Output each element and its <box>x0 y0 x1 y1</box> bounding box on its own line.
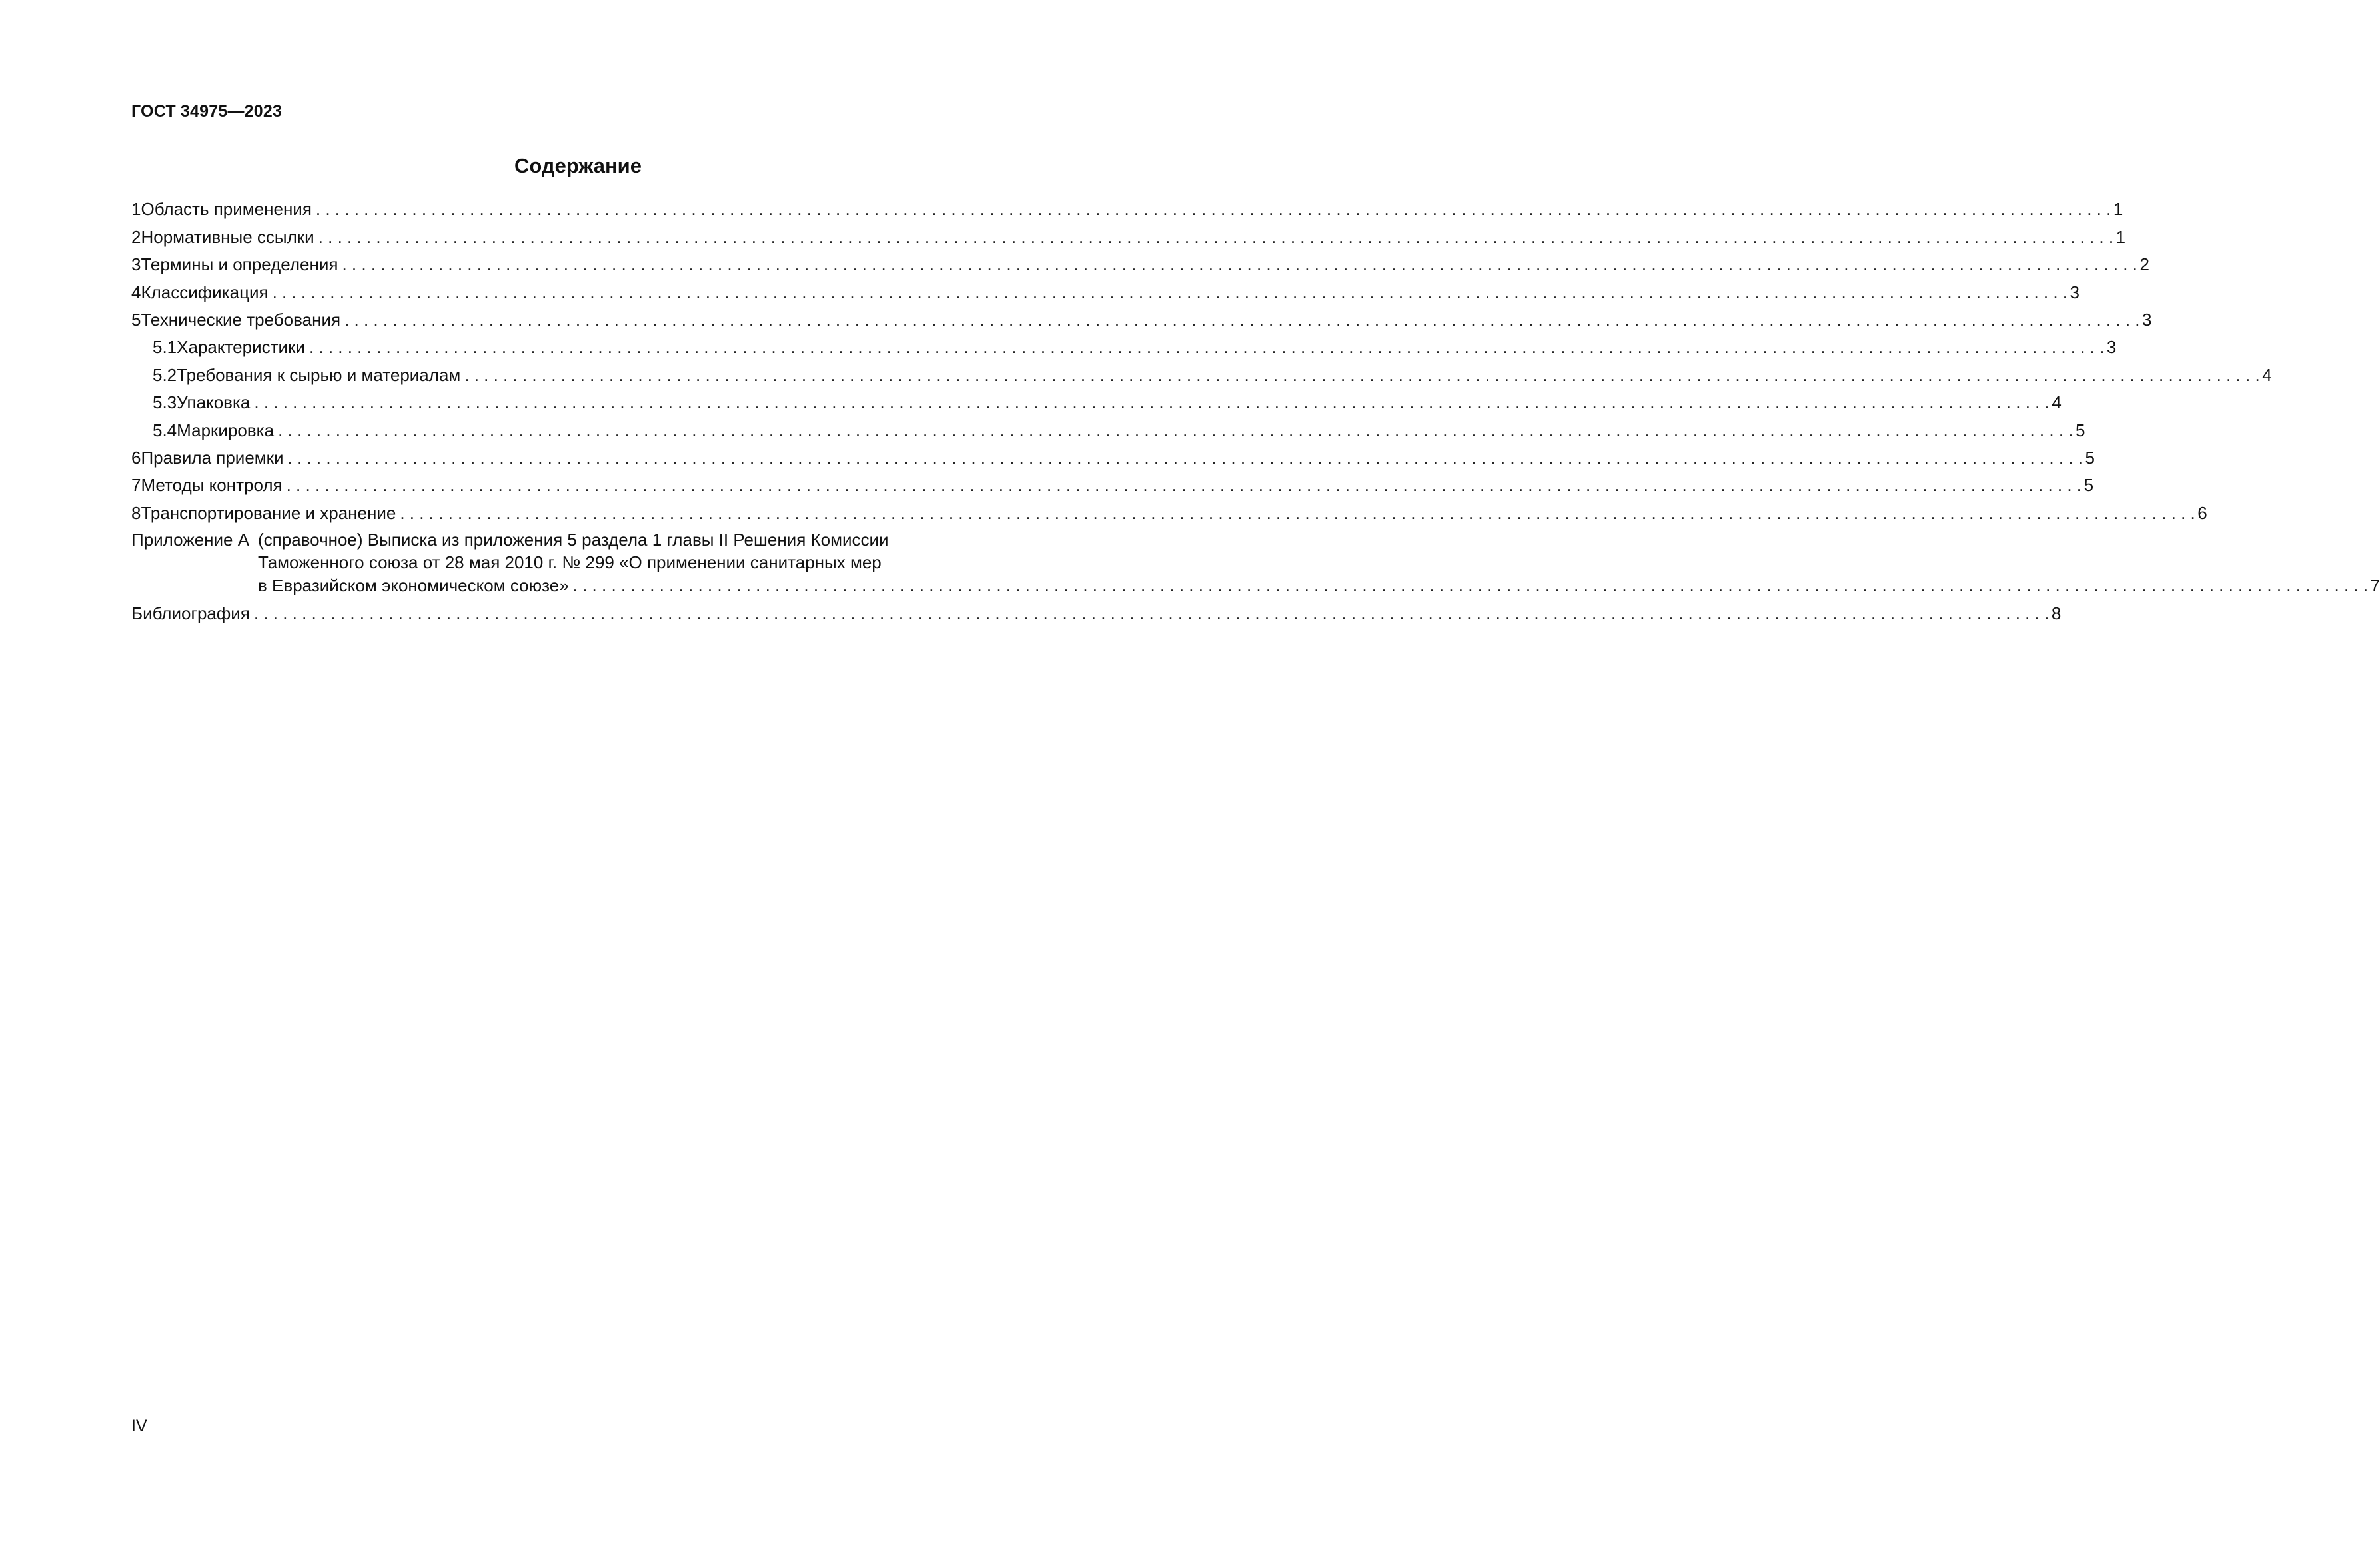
toc-entry-number: 5.3 <box>153 392 177 413</box>
toc-entry-5-3[interactable] <box>131 386 2062 414</box>
toc-entry-number: 6 <box>131 447 141 468</box>
dot-leader <box>274 419 2073 442</box>
toc-entry-page: 2 <box>2139 254 2149 275</box>
toc-entry-7[interactable] <box>131 469 2094 496</box>
toc-entry-4[interactable] <box>131 276 2080 303</box>
toc-entry-title: Технические требования <box>141 309 341 330</box>
dot-leader <box>569 574 2368 597</box>
dot-leader <box>305 336 2104 358</box>
toc-entry-number: 1 <box>131 199 141 220</box>
toc-entry-page: 5 <box>2085 447 2095 468</box>
toc-entry-number: 5.2 <box>153 364 177 385</box>
toc-entry-page: 5 <box>2076 420 2085 440</box>
toc-entry-title: Характеристики <box>177 337 305 358</box>
toc-entry-page: 8 <box>2051 603 2062 623</box>
dot-leader <box>460 364 2259 386</box>
toc-entry-appendix-a[interactable] <box>131 528 2380 597</box>
toc-entry-5-1[interactable] <box>131 331 2117 358</box>
toc-entry-title: Классификация <box>141 282 269 302</box>
toc-entry-8[interactable] <box>131 496 2207 524</box>
dot-leader <box>314 226 2113 248</box>
dot-leader <box>396 502 2195 524</box>
page-folio: IV <box>131 1417 147 1435</box>
toc-entry-page: 6 <box>2197 502 2207 523</box>
toc-entry-title: Нормативные ссылки <box>141 226 314 247</box>
appendix-title <box>258 528 2380 597</box>
toc-entry-page: 7 <box>2370 575 2380 595</box>
toc-entry-title: Упаковка <box>177 392 251 413</box>
appendix-label: Приложение А <box>131 529 250 550</box>
toc-entry-page: 5 <box>2083 475 2094 496</box>
toc-entry-number: 3 <box>131 254 141 275</box>
appendix-title-line-3-row <box>258 574 2380 597</box>
toc-entry-title: Библиография <box>131 603 250 623</box>
toc-entry-3[interactable] <box>131 248 2149 276</box>
toc-entry-6[interactable] <box>131 442 2095 469</box>
toc-entry-5[interactable] <box>131 304 2152 331</box>
toc-entry-number: 2 <box>131 226 141 247</box>
toc-entry-page: 4 <box>2262 364 2272 385</box>
dot-leader <box>338 253 2137 276</box>
toc-entry-title: Методы контроля <box>141 475 283 496</box>
appendix-title-line-1: (справочное) Выписка из приложения 5 раздела 1 главы II Решения Комиссии <box>258 529 889 550</box>
dot-leader <box>269 281 2068 304</box>
dot-leader <box>250 391 2049 414</box>
toc-entry-title: Термины и определения <box>141 254 338 275</box>
toc-entry-bibliography[interactable] <box>131 597 2062 624</box>
dot-leader <box>284 446 2083 469</box>
toc-entry-page: 1 <box>2113 199 2123 220</box>
toc-entry-5-2[interactable] <box>131 358 2272 386</box>
toc-entry-number: 7 <box>131 475 141 496</box>
toc-entry-title: Правила приемки <box>141 447 284 468</box>
toc-entry-page: 3 <box>2070 282 2080 302</box>
table-of-contents <box>131 193 2380 625</box>
toc-entry-number: 8 <box>131 502 141 523</box>
toc-entry-title: Требования к сырью и материалам <box>177 364 461 385</box>
toc-entry-number: 5.4 <box>153 420 177 440</box>
toc-entry-page: 4 <box>2052 392 2062 413</box>
toc-entry-page: 3 <box>2142 309 2152 330</box>
toc-entry-page: 1 <box>2115 226 2126 247</box>
toc-entry-title: Область применения <box>141 199 312 220</box>
appendix-title-line-2: Таможенного союза от 28 мая 2010 г. № 299 «О применении санитарных мер <box>258 552 882 573</box>
toc-entry-title: Маркировка <box>177 420 275 440</box>
toc-entry-title: Транспортирование и хранение <box>141 502 396 523</box>
toc-entry-2[interactable] <box>131 220 2126 248</box>
toc-entry-5-4[interactable] <box>131 414 2085 441</box>
dot-leader <box>340 308 2139 331</box>
toc-entry-1[interactable] <box>131 193 2123 220</box>
toc-entry-number: 4 <box>131 282 141 302</box>
toc-entry-page: 3 <box>2106 337 2117 358</box>
appendix-title-line-3: в Евразийском экономическом союзе» <box>258 575 569 595</box>
toc-entry-number: 5.1 <box>153 337 177 358</box>
document-code: ГОСТ 34975—2023 <box>131 102 283 121</box>
toc-entry-number: 5 <box>131 309 141 330</box>
dot-leader <box>312 198 2111 220</box>
dot-leader <box>283 474 2082 496</box>
toc-heading: Содержание <box>514 154 642 177</box>
dot-leader <box>250 602 2049 625</box>
